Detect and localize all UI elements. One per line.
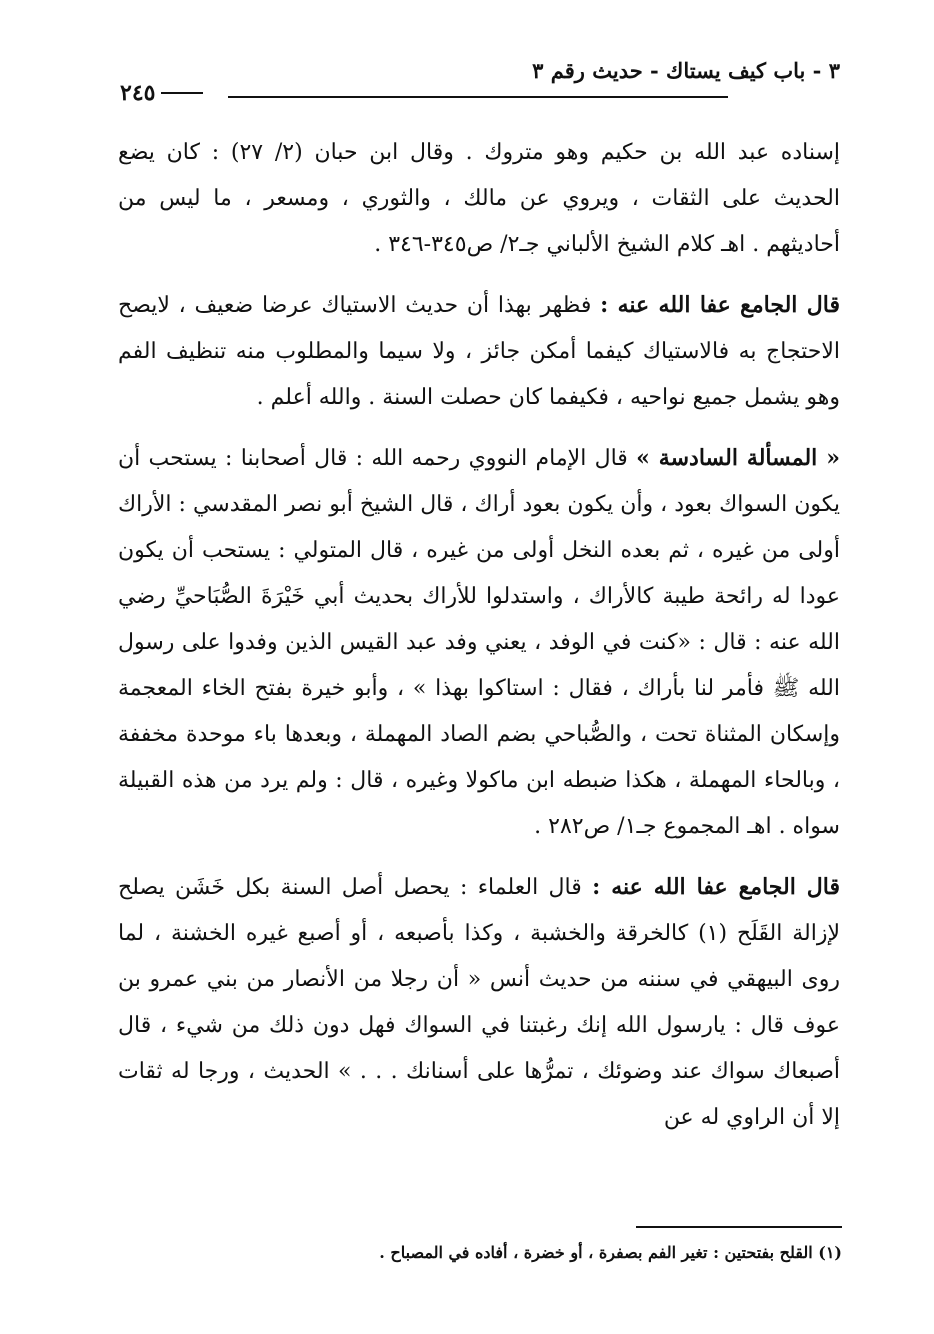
page-number: ٢٤٥ — [120, 80, 156, 106]
paragraph-3 — [118, 435, 840, 850]
paragraph-4-text: قال العلماء : يحصل أصل السنة بكل خَشَن يصلح لإزالة القَلَح (١) كالخرقة والخشبة ، وكذا بأصبعه ، أو أصبع غيره الخشنة ، لما روى البيهقي في سننه من حديث أنس « أن رجلا من الأنصار من بني عمرو بن عوف قال : يارسول الله إنك رغبتنا في السواك فهل دون ذلك من شيء ، قال أصبعاك سواك عند وضوئك ، تمرُّها على أسنانك . . . » الحديث ، ورجا له ثقات إلا أن الراوي له عن — [118, 875, 841, 1130]
paragraph-1-text: إسناده عبد الله بن حكيم وهو متروك . وقال ابن حبان (٢/ ٢٧) : كان يضع الحديث على الثقات ، ويروي عن مالك ، والثوري ، ومسعر ، ما ليس من أحاديثهم . اهـ كلام الشيخ الألباني جـ٢/ ص٣٤٥-٣٤٦ . — [118, 140, 841, 257]
paragraph-2-text: فظهر بهذا أن حديث الاستياك عرضا ضعيف ، لايصح الاحتجاج به فالاستياك كيفما أمكن جائز ، ولا سيما والمطلوب منه تنظيف الفم وهو يشمل جميع نواحيه ، فكيفما كان حصلت السنة . والله أعلم . — [118, 293, 840, 410]
paragraph-2-lead: قال الجامع عفا الله عنه : — [600, 292, 840, 318]
header-rule — [228, 96, 728, 98]
paragraph-2 — [118, 282, 840, 421]
footnote: (١) القلح بفتحتين : تغير الفم بصفرة ، أو خضرة ، أفاده في المصباح . — [379, 1243, 842, 1262]
main-text — [118, 130, 840, 1155]
paragraph-3-lead: « المسألة السادسة » — [636, 445, 840, 471]
paragraph-1 — [118, 130, 840, 268]
paragraph-4 — [118, 864, 840, 1141]
footnote-rule — [636, 1226, 842, 1228]
chapter-title: ٣ - باب كيف يستاك - حديث رقم ٣ — [532, 58, 840, 83]
page-number-block — [120, 80, 203, 106]
paragraph-4-lead: قال الجامع عفا الله عنه : — [592, 874, 841, 900]
page-number-dash — [161, 92, 203, 94]
page-header — [120, 52, 840, 106]
paragraph-3-text: قال الإمام النووي رحمه الله : قال أصحابنا : يستحب أن يكون السواك بعود ، وأن يكون بعود أراك ، قال الشيخ أبو نصر المقدسي : الأراك أولى من غيره ، ثم بعده النخل أولى من غيره ، قال المتولي : يستحب أن يكون عودا له رائحة طيبة كالأراك ، واستدلوا للأراك بحديث أبي خَيْرَةَ الصُّبَاحيِّ رضي الله عنه : قال : «كنت في الوفد ، يعني وفد عبد القيس الذين وفدوا على رسول الله ﷺ فأمر لنا بأراك ، فقال : استاكوا بهذا » ، وأبو خيرة بفتح الخاء المعجمة وإسكان المثناة تحت ، والصُّباحي بضم الصاد المهملة ، وبعدها باء موحدة مخففة ، وبالحاء المهملة ، هكذا ضبطه ابن ماكولا وغيره ، قال : ولم يرد من هذه القبيلة سواه . اهـ المجموع جـ١/ ص٢٨٢ . — [118, 446, 840, 839]
